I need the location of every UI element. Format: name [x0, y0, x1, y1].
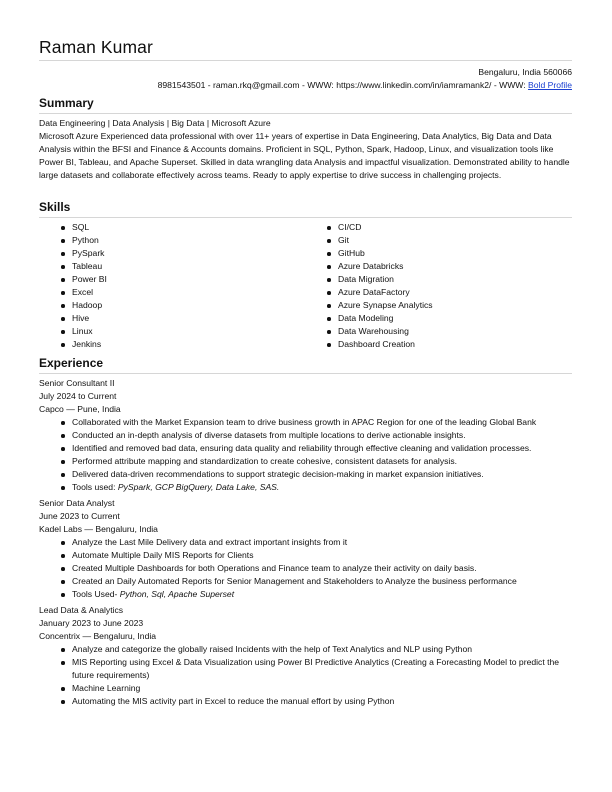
summary-body: Microsoft Azure Experienced data professional with over 11+ years of expertise in Data Engineering, Data Analytics, Big Data and Data Analysis within the BFSI and Finance & Accounts domains. Proficient in SQL, Python, Spark, Hadoop, Linux, and visualization tools like Power BI, Tableau, and Apache Superset. Skilled in data wrangling data Analysis and impactful visualization. Demonstrated ability to handle large datasets and collaborate effectively across teams. Ready to apply expertise to drive success in challenging projects.	[39, 131, 570, 180]
job-entry-kadel-labs	[39, 497, 572, 601]
experience-section	[39, 356, 572, 708]
job-tools: Tools used: PySpark, GCP BigQuery, Data Lake, SAS.	[39, 481, 572, 494]
job-company: Concentrix — Bengaluru, India	[39, 631, 157, 641]
job-bullet: Identified and removed bad data, ensuring data quality and reliability through effective cleaning and validation processes.	[39, 442, 572, 455]
skill-item: Linux	[39, 325, 305, 338]
skill-item: GitHub	[305, 247, 571, 260]
job-bullet: Delivered data-driven recommendations to support strategic decision-making in market expansion initiatives.	[39, 468, 572, 481]
skills-list-right	[305, 221, 571, 351]
job-bullets	[39, 643, 572, 708]
skill-item: Power BI	[39, 273, 305, 286]
skill-item: Tableau	[39, 260, 305, 273]
section-title-summary: Summary	[39, 96, 572, 114]
job-dates: June 2023 to Current	[39, 511, 120, 521]
job-company: Kadel Labs — Bengaluru, India	[39, 524, 158, 534]
job-dates: July 2024 to Current	[39, 391, 117, 401]
summary-section	[39, 96, 572, 182]
skill-item: Excel	[39, 286, 305, 299]
job-tools: Tools Used- Python, Sql, Apache Superset	[39, 588, 572, 601]
job-bullet: Analyze the Last Mile Delivery data and extract important insights from it	[39, 536, 572, 549]
job-role: Lead Data & Analytics	[39, 605, 124, 615]
skill-item: Jenkins	[39, 338, 305, 351]
section-title-skills: Skills	[39, 200, 572, 218]
tools-list: PySpark, GCP BigQuery, Data Lake, SAS.	[117, 482, 280, 492]
job-bullet: Performed attribute mapping and standardization to create cohesive, consistent datasets for analysis.	[39, 455, 572, 468]
skill-item: Dashboard Creation	[305, 338, 571, 351]
skill-item: Azure Synapse Analytics	[305, 299, 571, 312]
skill-item: SQL	[39, 221, 305, 234]
section-title-experience: Experience	[39, 356, 572, 374]
job-bullet: Created an Daily Automated Reports for Senior Management and Stakeholders to Analyze the business performance	[39, 575, 572, 588]
skill-item: Azure Databricks	[305, 260, 571, 273]
job-bullet: Created Multiple Dashboards for both Operations and Finance team to analyze their activity on daily basis.	[39, 562, 572, 575]
email: raman.rkq@gmail.com	[213, 80, 300, 90]
linkedin-url: https://www.linkedin.com/in/iamramank2/	[336, 80, 492, 90]
skill-item: PySpark	[39, 247, 305, 260]
job-role: Senior Data Analyst	[39, 498, 115, 508]
job-bullets	[39, 536, 572, 601]
summary-tagline: Data Engineering | Data Analysis | Big Data | Microsoft Azure	[39, 118, 271, 128]
job-bullet: MIS Reporting using Excel & Data Visualization using Power BI Predictive Analytics (Creating a Forecasting Model to predict the future requirements)	[39, 656, 572, 682]
job-bullet: Automate Multiple Daily MIS Reports for Clients	[39, 549, 572, 562]
contact-line: 8981543501 - raman.rkq@gmail.com - WWW: https://www.linkedin.com/in/iamramank2/ - WWW: Bold Profile	[157, 80, 572, 90]
skills-list-left	[39, 221, 305, 351]
job-entry-capco	[39, 377, 572, 494]
job-bullet: Machine Learning	[39, 682, 572, 695]
skill-item: Git	[305, 234, 571, 247]
skills-columns	[39, 221, 572, 351]
phone: 8981543501	[157, 80, 206, 90]
job-company: Capco — Pune, India	[39, 404, 121, 414]
location: Bengaluru, India 560066	[478, 67, 572, 77]
skill-item: Azure DataFactory	[305, 286, 571, 299]
job-bullet: Collaborated with the Market Expansion team to drive business growth in APAC Region for one of the leading Global Bank	[39, 416, 572, 429]
tools-list: Python, Sql, Apache Superset	[119, 589, 235, 599]
skill-item: CI/CD	[305, 221, 571, 234]
job-role: Senior Consultant II	[39, 378, 115, 388]
skill-item: Python	[39, 234, 305, 247]
contact-block	[158, 66, 572, 92]
job-bullet: Conducted an in-depth analysis of diverse datasets from multiple locations to derive actionable insights.	[39, 429, 572, 442]
candidate-name: Raman Kumar	[39, 37, 153, 57]
bold-profile-link[interactable]: Bold Profile	[528, 80, 572, 90]
skills-section	[39, 200, 572, 351]
job-dates: January 2023 to June 2023	[39, 618, 144, 628]
skill-item: Hadoop	[39, 299, 305, 312]
header-divider	[39, 60, 572, 61]
job-bullets	[39, 416, 572, 494]
job-entry-concentrix	[39, 604, 572, 708]
skill-item: Data Warehousing	[305, 325, 571, 338]
skill-item: Data Modeling	[305, 312, 571, 325]
skill-item: Data Migration	[305, 273, 571, 286]
skill-item: Hive	[39, 312, 305, 325]
job-bullet: Automating the MIS activity part in Excel to reduce the manual effort by using Python	[39, 695, 572, 708]
job-bullet: Analyze and categorize the globally raised Incidents with the help of Text Analytics and NLP using Python	[39, 643, 572, 656]
